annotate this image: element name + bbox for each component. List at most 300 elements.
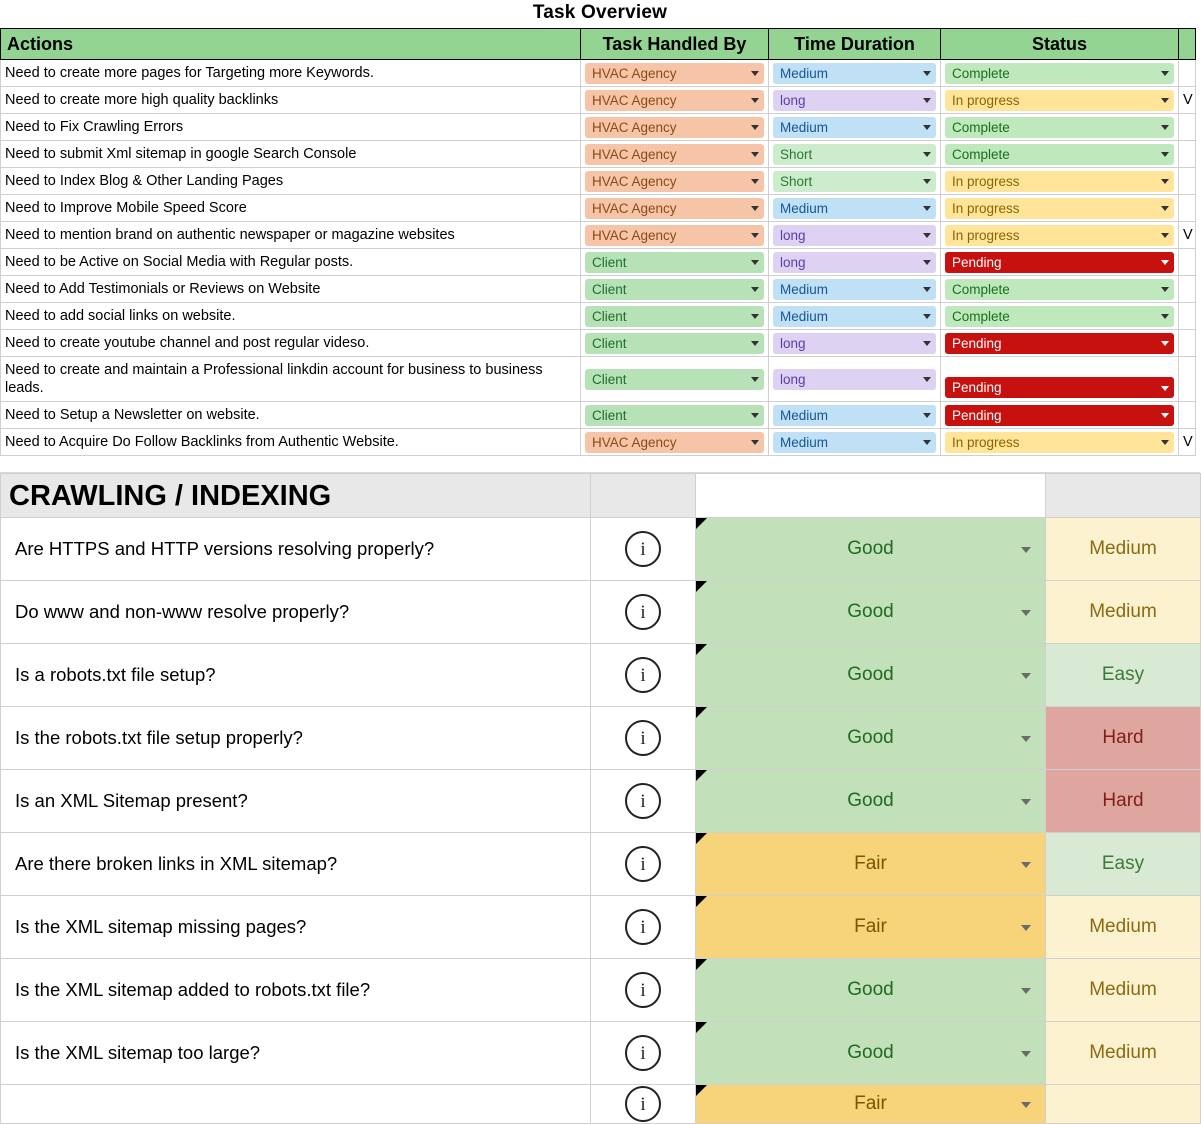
task-handled-by-cell <box>581 87 769 114</box>
page-title: Task Overview <box>532 2 668 23</box>
task-duration-cell <box>769 402 941 429</box>
info-icon[interactable]: i <box>625 972 661 1008</box>
info-cell <box>591 896 696 959</box>
state-dropdown[interactable] <box>696 770 1046 833</box>
chevron-down-icon <box>923 206 931 211</box>
difficulty-value: Medium <box>1046 896 1201 959</box>
difficulty-value: Medium <box>1046 518 1201 581</box>
table-row <box>1 896 1201 959</box>
duration-dropdown[interactable] <box>773 279 936 300</box>
status-dropdown[interactable] <box>945 279 1174 300</box>
chevron-down-icon <box>1161 260 1169 265</box>
note-corner-icon <box>696 833 707 844</box>
info-icon[interactable]: i <box>625 909 661 945</box>
status-badge: In progress <box>952 92 1020 108</box>
chevron-down-icon <box>751 413 759 418</box>
task-duration-cell <box>769 249 941 276</box>
info-cell <box>591 644 696 707</box>
task-handled-by-cell <box>581 249 769 276</box>
task-handled-by-cell <box>581 60 769 87</box>
crawling-header-row <box>1 474 1201 518</box>
chevron-down-icon <box>1161 125 1169 130</box>
table-row <box>1 222 1196 249</box>
difficulty-value: Hard <box>1046 707 1201 770</box>
task-action: Need to Fix Crawling Errors <box>1 114 581 141</box>
duration-dropdown[interactable] <box>773 333 936 354</box>
chevron-down-icon <box>923 440 931 445</box>
table-row <box>1 303 1196 330</box>
chevron-down-icon <box>1161 341 1169 346</box>
table-row <box>1 402 1196 429</box>
audit-question <box>1 1085 591 1124</box>
handled-by-value: Client <box>592 371 627 387</box>
task-handled-by-cell <box>581 195 769 222</box>
task-duration-cell <box>769 114 941 141</box>
table-row <box>1 357 1196 402</box>
section-title: CRAWLING / INDEXING <box>9 479 332 512</box>
handled-by-dropdown[interactable] <box>585 369 764 390</box>
note-corner-icon <box>696 581 707 592</box>
table-row <box>1 249 1196 276</box>
task-status-cell <box>941 276 1179 303</box>
table-row <box>1 330 1196 357</box>
task-handled-by-cell <box>581 114 769 141</box>
task-status-cell <box>941 303 1179 330</box>
status-dropdown[interactable] <box>945 171 1174 192</box>
info-icon[interactable]: i <box>625 594 661 630</box>
row-extra-marker <box>1179 195 1196 222</box>
task-action: Need to Index Blog & Other Landing Pages <box>1 168 581 195</box>
task-status-cell <box>941 87 1179 114</box>
difficulty-value: Medium <box>1046 1022 1201 1085</box>
duration-dropdown[interactable] <box>773 405 936 426</box>
chevron-down-icon <box>1021 925 1031 931</box>
chevron-down-icon <box>923 260 931 265</box>
state-dropdown[interactable] <box>696 1022 1046 1085</box>
audit-question: Is an XML Sitemap present? <box>1 770 591 833</box>
status-dropdown[interactable] <box>945 225 1174 246</box>
task-duration-cell <box>769 303 941 330</box>
state-value: Good <box>847 538 894 559</box>
state-dropdown[interactable] <box>696 959 1046 1022</box>
status-dropdown[interactable] <box>945 117 1174 138</box>
duration-value: Medium <box>780 200 829 216</box>
note-corner-icon <box>696 896 707 907</box>
task-action: Need to Setup a Newsletter on website. <box>1 402 581 429</box>
info-icon[interactable]: i <box>625 846 661 882</box>
table-row <box>1 707 1201 770</box>
handled-by-dropdown[interactable] <box>585 117 764 138</box>
task-duration-cell <box>769 222 941 249</box>
row-extra-marker <box>1179 402 1196 429</box>
status-dropdown[interactable] <box>945 333 1174 354</box>
info-icon[interactable]: i <box>625 657 661 693</box>
duration-dropdown[interactable] <box>773 432 936 453</box>
chevron-down-icon <box>923 287 931 292</box>
info-icon[interactable]: i <box>625 1035 661 1071</box>
duration-dropdown[interactable] <box>773 369 936 390</box>
task-handled-by-cell <box>581 276 769 303</box>
task-status-cell <box>941 249 1179 276</box>
row-extra-marker <box>1179 330 1196 357</box>
chevron-down-icon <box>1021 1102 1031 1108</box>
note-corner-icon <box>696 707 707 718</box>
task-overview-section <box>0 0 1200 478</box>
table-row <box>1 168 1196 195</box>
chevron-down-icon <box>923 71 931 76</box>
state-dropdown[interactable] <box>696 896 1046 959</box>
handled-by-value: HVAC Agency <box>592 65 677 81</box>
state-value: Fair <box>854 1093 887 1114</box>
chevron-down-icon <box>751 440 759 445</box>
task-status-cell <box>941 402 1179 429</box>
duration-value: Short <box>780 173 813 189</box>
row-extra-marker: V <box>1179 429 1196 456</box>
handled-by-dropdown[interactable] <box>585 252 764 273</box>
task-handled-by-cell <box>581 429 769 456</box>
status-badge: Pending <box>952 254 1002 270</box>
task-action: Need to create youtube channel and post regular videso. <box>1 330 581 357</box>
state-dropdown[interactable] <box>696 644 1046 707</box>
info-cell <box>591 1085 696 1124</box>
chevron-down-icon <box>1161 386 1169 391</box>
handled-by-dropdown[interactable] <box>585 306 764 327</box>
chevron-down-icon <box>751 314 759 319</box>
state-value: Good <box>847 979 894 1000</box>
task-duration-cell <box>769 276 941 303</box>
task-action: Need to create more pages for Targeting more Keywords. <box>1 60 581 87</box>
audit-question: Is the XML sitemap too large? <box>1 1022 591 1085</box>
chevron-down-icon <box>751 179 759 184</box>
task-duration-cell <box>769 87 941 114</box>
audit-question: Is a robots.txt file setup? <box>1 644 591 707</box>
handled-by-value: Client <box>592 281 627 297</box>
chevron-down-icon <box>1161 233 1169 238</box>
table-row <box>1 276 1196 303</box>
handled-by-dropdown[interactable] <box>585 144 764 165</box>
audit-question: Are there broken links in XML sitemap? <box>1 833 591 896</box>
info-icon[interactable]: i <box>625 531 661 567</box>
table-row <box>1 1085 1201 1124</box>
audit-question: Are HTTPS and HTTP versions resolving properly? <box>1 518 591 581</box>
info-cell <box>591 707 696 770</box>
state-dropdown[interactable] <box>696 833 1046 896</box>
info-cell <box>591 518 696 581</box>
handled-by-dropdown[interactable] <box>585 198 764 219</box>
task-status-cell <box>941 141 1179 168</box>
duration-dropdown[interactable] <box>773 198 936 219</box>
task-handled-by-cell <box>581 168 769 195</box>
status-badge: Pending <box>952 380 1002 395</box>
chevron-down-icon <box>1161 440 1169 445</box>
task-action: Need to Acquire Do Follow Backlinks from Authentic Website. <box>1 429 581 456</box>
difficulty-value: Medium <box>1046 959 1201 1022</box>
chevron-down-icon <box>923 341 931 346</box>
column-header-duration: Time Duration <box>769 29 941 60</box>
table-row <box>1 518 1201 581</box>
status-badge: Complete <box>952 308 1010 324</box>
state-dropdown[interactable] <box>696 707 1046 770</box>
chevron-down-icon <box>1021 610 1031 616</box>
row-extra-marker <box>1179 60 1196 87</box>
task-handled-by-cell <box>581 357 769 402</box>
handled-by-dropdown[interactable] <box>585 171 764 192</box>
duration-dropdown[interactable] <box>773 225 936 246</box>
task-duration-cell <box>769 168 941 195</box>
status-badge: In progress <box>952 200 1020 216</box>
state-value: Fair <box>854 853 887 874</box>
chevron-down-icon <box>1021 547 1031 553</box>
chevron-down-icon <box>751 341 759 346</box>
handled-by-value: HVAC Agency <box>592 173 677 189</box>
status-dropdown[interactable] <box>945 432 1174 453</box>
state-value: Good <box>847 1042 894 1063</box>
duration-dropdown[interactable] <box>773 171 936 192</box>
row-extra-marker: V <box>1179 87 1196 114</box>
chevron-down-icon <box>751 98 759 103</box>
chevron-down-icon <box>1161 206 1169 211</box>
chevron-down-icon <box>923 377 931 382</box>
task-duration-cell <box>769 330 941 357</box>
duration-value: long <box>780 371 806 387</box>
table-row <box>1 141 1196 168</box>
chevron-down-icon <box>923 413 931 418</box>
task-status-cell <box>941 168 1179 195</box>
info-icon[interactable]: i <box>625 1086 661 1122</box>
duration-value: Medium <box>780 65 829 81</box>
info-cell <box>591 770 696 833</box>
status-dropdown[interactable] <box>945 63 1174 84</box>
duration-dropdown[interactable] <box>773 252 936 273</box>
table-row <box>1 770 1201 833</box>
chevron-down-icon <box>1161 152 1169 157</box>
chevron-down-icon <box>751 125 759 130</box>
handled-by-dropdown[interactable] <box>585 432 764 453</box>
table-header-row <box>1 29 1196 60</box>
note-corner-icon <box>696 1022 707 1033</box>
status-dropdown[interactable] <box>945 377 1174 398</box>
audit-question: Is the robots.txt file setup properly? <box>1 707 591 770</box>
task-handled-by-cell <box>581 402 769 429</box>
difficulty-value <box>1046 1085 1201 1124</box>
state-dropdown[interactable] <box>696 581 1046 644</box>
status-badge: In progress <box>952 227 1020 243</box>
chevron-down-icon <box>1161 71 1169 76</box>
table-row <box>1 429 1196 456</box>
duration-value: long <box>780 227 806 243</box>
chevron-down-icon <box>923 98 931 103</box>
task-duration-cell <box>769 195 941 222</box>
chevron-down-icon <box>751 377 759 382</box>
audit-question: Is the XML sitemap added to robots.txt file? <box>1 959 591 1022</box>
task-status-cell <box>941 330 1179 357</box>
chevron-down-icon <box>1161 98 1169 103</box>
header-blank-info <box>591 474 696 518</box>
handled-by-dropdown[interactable] <box>585 279 764 300</box>
note-corner-icon <box>696 770 707 781</box>
row-extra-marker <box>1179 357 1196 402</box>
duration-dropdown[interactable] <box>773 144 936 165</box>
difficulty-value: Easy <box>1046 644 1201 707</box>
table-row <box>1 114 1196 141</box>
handled-by-value: Client <box>592 407 627 423</box>
status-badge: Complete <box>952 65 1010 81</box>
chevron-down-icon <box>751 287 759 292</box>
state-value: Good <box>847 790 894 811</box>
task-status-cell <box>941 195 1179 222</box>
handled-by-value: HVAC Agency <box>592 227 677 243</box>
info-cell <box>591 959 696 1022</box>
handled-by-value: HVAC Agency <box>592 434 677 450</box>
duration-value: long <box>780 92 806 108</box>
info-icon[interactable]: i <box>625 720 661 756</box>
task-action: Need to add social links on website. <box>1 303 581 330</box>
chevron-down-icon <box>751 233 759 238</box>
table-row <box>1 959 1201 1022</box>
handled-by-value: Client <box>592 335 627 351</box>
status-dropdown[interactable] <box>945 144 1174 165</box>
chevron-down-icon <box>923 152 931 157</box>
info-cell <box>591 1022 696 1085</box>
status-badge: In progress <box>952 434 1020 450</box>
table-row <box>1 1022 1201 1085</box>
note-corner-icon <box>696 1085 707 1096</box>
task-action: Need to submit Xml sitemap in google Search Console <box>1 141 581 168</box>
duration-value: Medium <box>780 407 829 423</box>
task-action: Need to Add Testimonials or Reviews on Website <box>1 276 581 303</box>
task-handled-by-cell <box>581 330 769 357</box>
difficulty-value: Medium <box>1046 581 1201 644</box>
row-extra-marker: V <box>1179 222 1196 249</box>
duration-value: Medium <box>780 308 829 324</box>
duration-dropdown[interactable] <box>773 117 936 138</box>
chevron-down-icon <box>1161 179 1169 184</box>
chevron-down-icon <box>1021 988 1031 994</box>
column-header-actions: Actions <box>1 29 581 60</box>
chevron-down-icon <box>1021 799 1031 805</box>
chevron-down-icon <box>1021 736 1031 742</box>
duration-value: Medium <box>780 434 829 450</box>
state-value: Good <box>847 601 894 622</box>
duration-dropdown[interactable] <box>773 63 936 84</box>
chevron-down-icon <box>751 260 759 265</box>
duration-value: Medium <box>780 281 829 297</box>
handled-by-dropdown[interactable] <box>585 90 764 111</box>
task-duration-cell <box>769 357 941 402</box>
status-dropdown[interactable] <box>945 198 1174 219</box>
row-extra-marker <box>1179 168 1196 195</box>
task-status-cell <box>941 114 1179 141</box>
task-status-cell <box>941 429 1179 456</box>
table-row <box>1 833 1201 896</box>
crawling-indexing-table <box>0 473 1201 1124</box>
audit-question: Do www and non-www resolve properly? <box>1 581 591 644</box>
status-badge: Complete <box>952 146 1010 162</box>
header-blank-difficulty <box>1046 474 1201 518</box>
task-action: Need to mention brand on authentic newspaper or magazine websites <box>1 222 581 249</box>
header-blank-state <box>696 474 1046 518</box>
status-badge: Pending <box>952 335 1002 351</box>
duration-dropdown[interactable] <box>773 90 936 111</box>
duration-value: Medium <box>780 119 829 135</box>
chevron-down-icon <box>751 71 759 76</box>
status-dropdown[interactable] <box>945 90 1174 111</box>
status-dropdown[interactable] <box>945 405 1174 426</box>
task-status-cell <box>941 357 1179 402</box>
chevron-down-icon <box>1021 673 1031 679</box>
chevron-down-icon <box>1161 314 1169 319</box>
task-handled-by-cell <box>581 303 769 330</box>
difficulty-value: Easy <box>1046 833 1201 896</box>
status-dropdown[interactable] <box>945 306 1174 327</box>
info-cell <box>591 833 696 896</box>
task-overview-table <box>0 28 1196 456</box>
handled-by-dropdown[interactable] <box>585 225 764 246</box>
row-extra-marker <box>1179 114 1196 141</box>
state-dropdown[interactable] <box>696 1085 1046 1124</box>
duration-value: Short <box>780 146 813 162</box>
info-cell <box>591 581 696 644</box>
column-header-extra <box>1179 29 1196 60</box>
task-status-cell <box>941 222 1179 249</box>
state-dropdown[interactable] <box>696 518 1046 581</box>
task-action: Need to create more high quality backlinks <box>1 87 581 114</box>
state-value: Good <box>847 664 894 685</box>
handled-by-value: HVAC Agency <box>592 200 677 216</box>
crawling-title-cell <box>1 474 591 518</box>
difficulty-value: Hard <box>1046 770 1201 833</box>
status-badge: Pending <box>952 407 1002 423</box>
audit-question: Is the XML sitemap missing pages? <box>1 896 591 959</box>
table-row <box>1 581 1201 644</box>
handled-by-value: HVAC Agency <box>592 146 677 162</box>
chevron-down-icon <box>1021 1051 1031 1057</box>
task-status-cell <box>941 60 1179 87</box>
chevron-down-icon <box>1161 287 1169 292</box>
handled-by-dropdown[interactable] <box>585 405 764 426</box>
row-extra-marker <box>1179 303 1196 330</box>
handled-by-value: HVAC Agency <box>592 92 677 108</box>
duration-dropdown[interactable] <box>773 306 936 327</box>
chevron-down-icon <box>1161 413 1169 418</box>
chevron-down-icon <box>923 233 931 238</box>
duration-value: long <box>780 335 806 351</box>
duration-value: long <box>780 254 806 270</box>
chevron-down-icon <box>751 152 759 157</box>
info-icon[interactable]: i <box>625 783 661 819</box>
row-extra-marker <box>1179 141 1196 168</box>
handled-by-dropdown[interactable] <box>585 333 764 354</box>
task-handled-by-cell <box>581 222 769 249</box>
handled-by-value: Client <box>592 254 627 270</box>
task-duration-cell <box>769 60 941 87</box>
task-action: Need to create and maintain a Professional linkdin account for business to business leads. <box>1 357 581 402</box>
status-dropdown[interactable] <box>945 252 1174 273</box>
column-header-handled-by: Task Handled By <box>581 29 769 60</box>
task-action: Need to Improve Mobile Speed Score <box>1 195 581 222</box>
handled-by-dropdown[interactable] <box>585 63 764 84</box>
state-value: Fair <box>854 916 887 937</box>
status-badge: In progress <box>952 173 1020 189</box>
task-duration-cell <box>769 429 941 456</box>
chevron-down-icon <box>751 206 759 211</box>
column-header-status: Status <box>941 29 1179 60</box>
table-row <box>1 60 1196 87</box>
chevron-down-icon <box>1021 862 1031 868</box>
handled-by-value: Client <box>592 308 627 324</box>
note-corner-icon <box>696 518 707 529</box>
chevron-down-icon <box>923 314 931 319</box>
